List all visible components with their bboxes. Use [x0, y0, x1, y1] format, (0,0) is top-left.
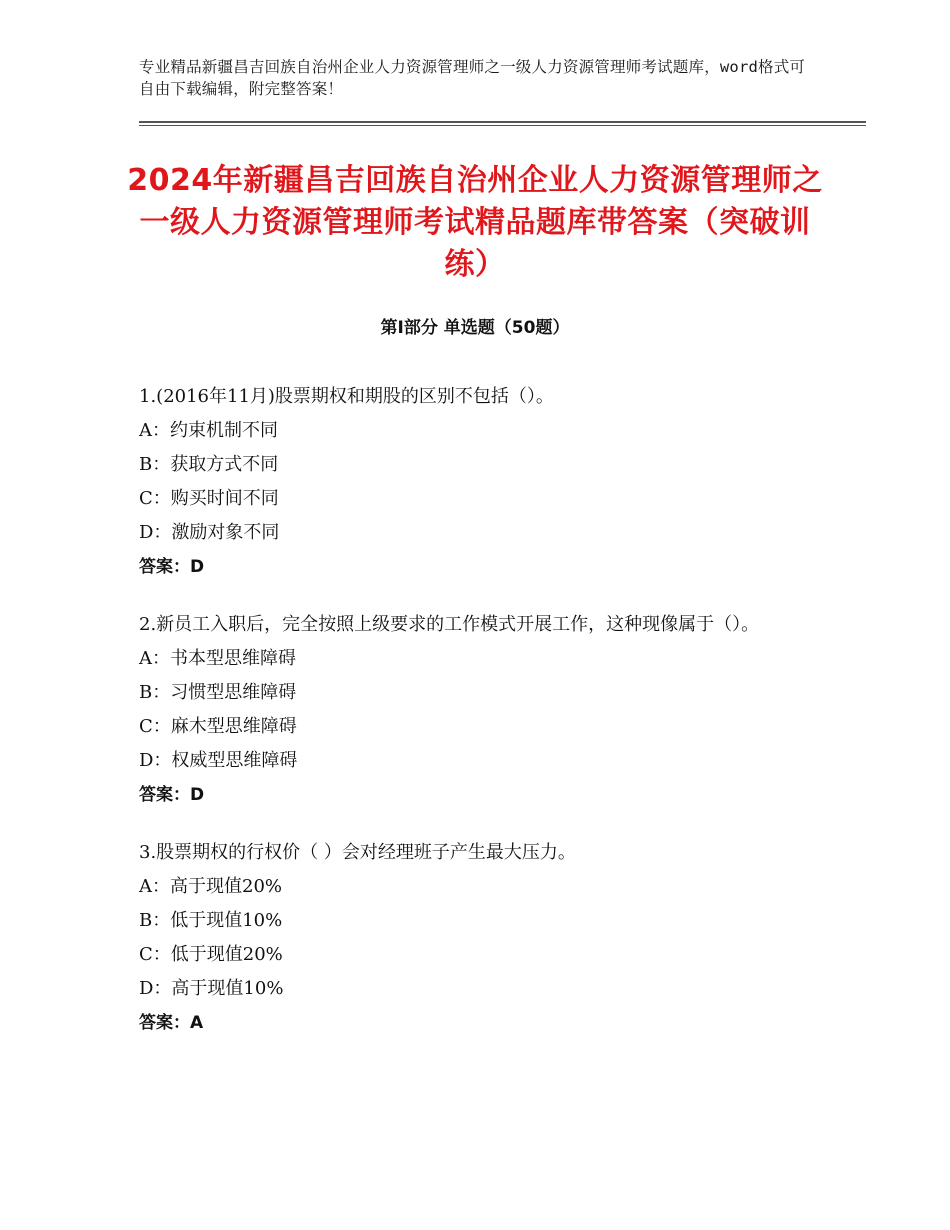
question-stem: 3.股票期权的行权价（ ）会对经理班子产生最大压力。: [139, 842, 576, 863]
option-a: A：高于现值20%: [139, 876, 283, 897]
option-b: B：低于现值10%: [139, 910, 283, 931]
answer-line: 答案：A: [139, 1013, 204, 1033]
header-divider-thin: [139, 125, 866, 126]
option-c: C：麻木型思维障碍: [139, 716, 297, 737]
question-list: [139, 380, 819, 1064]
document-title: 2024年新疆昌吉回族自治州企业人力资源管理师之一级人力资源管理师考试精品题库带答案（突破训练）: [127, 163, 823, 282]
answer-line: 答案：D: [139, 557, 205, 577]
option-a: A：书本型思维障碍: [139, 648, 296, 669]
question-item: [139, 608, 819, 812]
question-item: [139, 380, 819, 584]
question-stem: 2.新员工入职后，完全按照上级要求的工作模式开展工作，这种现像属于（）。: [139, 614, 760, 635]
option-d: D：高于现值10%: [139, 978, 284, 999]
question-stem: 1.(2016年11月)股票期权和期股的区别不包括（）。: [139, 386, 554, 407]
option-b: B：获取方式不同: [139, 454, 279, 475]
option-c: C：购买时间不同: [139, 488, 279, 509]
header-note: 专业精品新疆昌吉回族自治州企业人力资源管理师之一级人力资源管理师考试题库，word格式可自由下载编辑，附完整答案！: [139, 58, 806, 98]
option-d: D：权威型思维障碍: [139, 750, 298, 771]
option-a: A：约束机制不同: [139, 420, 278, 441]
option-d: D：激励对象不同: [139, 522, 280, 543]
header-divider: [139, 121, 866, 123]
answer-line: 答案：D: [139, 785, 205, 805]
option-b: B：习惯型思维障碍: [139, 682, 297, 703]
option-c: C：低于现值20%: [139, 944, 283, 965]
section-heading: 第Ⅰ部分 单选题（50题）: [380, 318, 570, 338]
question-item: [139, 836, 819, 1040]
